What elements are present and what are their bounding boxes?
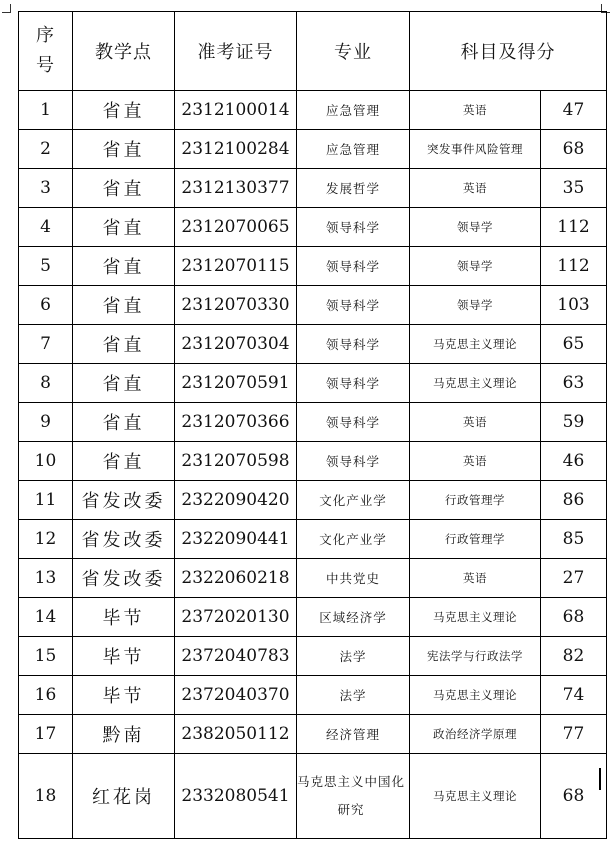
table-row <box>19 676 607 715</box>
cell-major: 马克思主义中国化研究 <box>297 754 410 839</box>
cell-subject: 英语 <box>410 403 541 442</box>
cell-subject: 宪法学与行政法学 <box>410 637 541 676</box>
cell-site: 黔南 <box>73 715 175 754</box>
cell-score: 47 <box>541 91 607 130</box>
cell-site: 毕节 <box>73 598 175 637</box>
cell-score: 68 <box>541 754 607 839</box>
cell-major: 应急管理 <box>297 130 410 169</box>
cell-seq: 6 <box>19 286 73 325</box>
cell-subject: 政治经济学原理 <box>410 715 541 754</box>
header-seq-text: 序 号 <box>36 25 55 76</box>
table-row <box>19 364 607 403</box>
cell-subject: 马克思主义理论 <box>410 676 541 715</box>
cell-major: 领导科学 <box>297 286 410 325</box>
cell-site: 省直 <box>73 325 175 364</box>
cell-subject: 马克思主义理论 <box>410 364 541 403</box>
cell-seq: 18 <box>19 754 73 839</box>
cell-score: 63 <box>541 364 607 403</box>
header-row <box>19 12 607 91</box>
cell-major: 领导科学 <box>297 442 410 481</box>
cell-site: 省直 <box>73 208 175 247</box>
cell-exam-no: 2312070591 <box>175 364 297 403</box>
cell-score: 68 <box>541 130 607 169</box>
cell-score: 65 <box>541 325 607 364</box>
table-row <box>19 286 607 325</box>
cell-site: 省直 <box>73 403 175 442</box>
cell-site: 省直 <box>73 442 175 481</box>
cell-score: 68 <box>541 598 607 637</box>
header-major: 专业 <box>297 12 410 91</box>
cell-seq: 9 <box>19 403 73 442</box>
cell-score: 103 <box>541 286 607 325</box>
cell-exam-no: 2322090420 <box>175 481 297 520</box>
cell-score: 82 <box>541 637 607 676</box>
table-row <box>19 247 607 286</box>
cell-seq: 4 <box>19 208 73 247</box>
cell-site: 毕节 <box>73 676 175 715</box>
cell-exam-no: 2312070330 <box>175 286 297 325</box>
cell-seq: 14 <box>19 598 73 637</box>
cell-score: 86 <box>541 481 607 520</box>
cell-seq: 15 <box>19 637 73 676</box>
cell-score: 74 <box>541 676 607 715</box>
cell-major: 经济管理 <box>297 715 410 754</box>
cell-subject: 英语 <box>410 559 541 598</box>
cell-seq: 16 <box>19 676 73 715</box>
cell-score: 112 <box>541 208 607 247</box>
cell-seq: 11 <box>19 481 73 520</box>
cell-major: 领导科学 <box>297 325 410 364</box>
cell-major: 领导科学 <box>297 208 410 247</box>
cell-seq: 12 <box>19 520 73 559</box>
cell-subject: 英语 <box>410 442 541 481</box>
header-site: 教学点 <box>73 12 175 91</box>
cell-major: 中共党史 <box>297 559 410 598</box>
cell-subject: 领导学 <box>410 208 541 247</box>
cell-major: 文化产业学 <box>297 520 410 559</box>
cell-seq: 17 <box>19 715 73 754</box>
header-subject-score: 科目及得分 <box>410 12 607 91</box>
cell-major: 区域经济学 <box>297 598 410 637</box>
table-row <box>19 208 607 247</box>
cell-site: 省发改委 <box>73 481 175 520</box>
table-row <box>19 637 607 676</box>
header-seq <box>19 12 73 91</box>
cell-site: 省直 <box>73 91 175 130</box>
cell-exam-no: 2312100014 <box>175 91 297 130</box>
score-table <box>18 11 607 839</box>
cell-site: 省直 <box>73 169 175 208</box>
cell-major: 领导科学 <box>297 403 410 442</box>
cell-subject: 马克思主义理论 <box>410 325 541 364</box>
cell-seq: 2 <box>19 130 73 169</box>
cell-major: 法学 <box>297 637 410 676</box>
cell-seq: 1 <box>19 91 73 130</box>
cell-score: 46 <box>541 442 607 481</box>
table-row <box>19 481 607 520</box>
cell-exam-no: 2312070598 <box>175 442 297 481</box>
cell-subject: 马克思主义理论 <box>410 754 541 839</box>
cell-score: 112 <box>541 247 607 286</box>
cell-major: 领导科学 <box>297 364 410 403</box>
text-cursor <box>599 768 601 790</box>
cell-exam-no: 2312070115 <box>175 247 297 286</box>
cell-subject: 英语 <box>410 91 541 130</box>
cell-subject: 行政管理学 <box>410 481 541 520</box>
cell-site: 省直 <box>73 247 175 286</box>
cell-seq: 8 <box>19 364 73 403</box>
cell-seq: 3 <box>19 169 73 208</box>
cell-exam-no: 2312130377 <box>175 169 297 208</box>
cell-site: 省直 <box>73 130 175 169</box>
cell-score: 59 <box>541 403 607 442</box>
table-row <box>19 754 607 839</box>
table-row <box>19 130 607 169</box>
header-exam-no: 准考证号 <box>175 12 297 91</box>
cell-subject: 行政管理学 <box>410 520 541 559</box>
cell-site: 毕节 <box>73 637 175 676</box>
cell-site: 省直 <box>73 286 175 325</box>
cell-exam-no: 2382050112 <box>175 715 297 754</box>
table-row <box>19 715 607 754</box>
cell-exam-no: 2372040370 <box>175 676 297 715</box>
cell-major: 发展哲学 <box>297 169 410 208</box>
cell-major: 领导科学 <box>297 247 410 286</box>
cell-exam-no: 2312070304 <box>175 325 297 364</box>
cell-site: 红花岗 <box>73 754 175 839</box>
table-row <box>19 520 607 559</box>
page-corner-mark-left <box>2 4 11 13</box>
cell-seq: 13 <box>19 559 73 598</box>
cell-score: 77 <box>541 715 607 754</box>
cell-exam-no: 2312100284 <box>175 130 297 169</box>
cell-subject: 领导学 <box>410 286 541 325</box>
cell-subject: 英语 <box>410 169 541 208</box>
cell-exam-no: 2312070065 <box>175 208 297 247</box>
table-row <box>19 325 607 364</box>
cell-exam-no: 2332080541 <box>175 754 297 839</box>
table-row <box>19 169 607 208</box>
cell-seq: 7 <box>19 325 73 364</box>
cell-major: 文化产业学 <box>297 481 410 520</box>
cell-site: 省发改委 <box>73 559 175 598</box>
cell-score: 27 <box>541 559 607 598</box>
table-row <box>19 403 607 442</box>
cell-seq: 10 <box>19 442 73 481</box>
cell-site: 省直 <box>73 364 175 403</box>
cell-exam-no: 2372040783 <box>175 637 297 676</box>
cell-subject: 突发事件风险管理 <box>410 130 541 169</box>
cell-seq: 5 <box>19 247 73 286</box>
cell-score: 85 <box>541 520 607 559</box>
cell-major: 应急管理 <box>297 91 410 130</box>
cell-exam-no: 2322060218 <box>175 559 297 598</box>
cell-score: 35 <box>541 169 607 208</box>
table-row <box>19 91 607 130</box>
table-row <box>19 598 607 637</box>
table-row <box>19 559 607 598</box>
table-row <box>19 442 607 481</box>
cell-subject: 领导学 <box>410 247 541 286</box>
cell-major: 法学 <box>297 676 410 715</box>
cell-exam-no: 2322090441 <box>175 520 297 559</box>
cell-subject: 马克思主义理论 <box>410 598 541 637</box>
cell-site: 省发改委 <box>73 520 175 559</box>
cell-exam-no: 2312070366 <box>175 403 297 442</box>
cell-exam-no: 2372020130 <box>175 598 297 637</box>
